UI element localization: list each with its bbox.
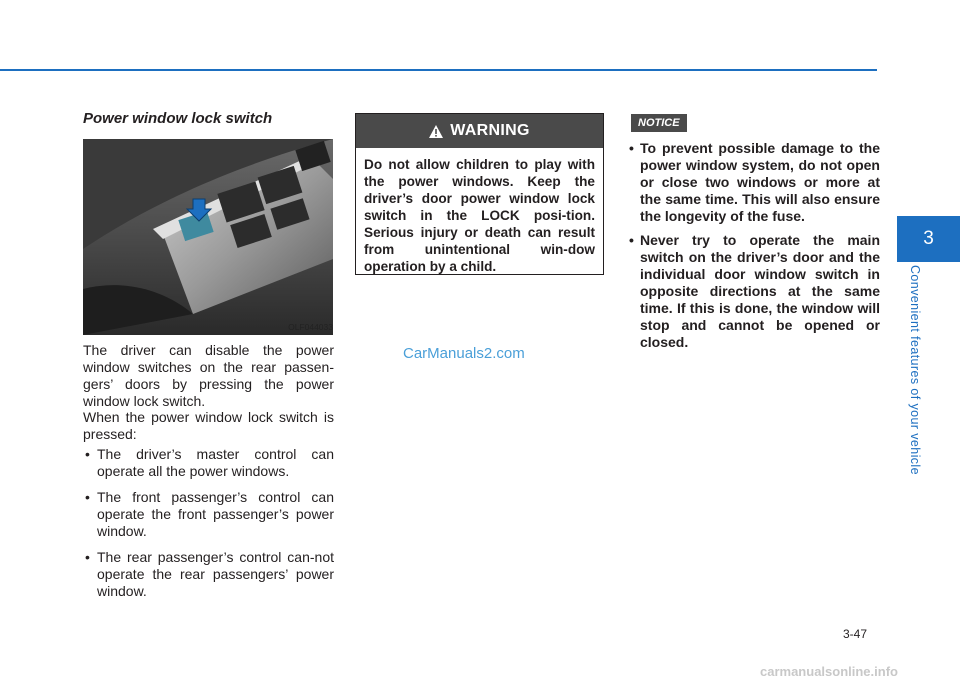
header-rule — [0, 69, 877, 71]
warning-header — [356, 114, 603, 148]
list-item: • The rear passenger’s control can-not operate the rear passengers’ power window. — [83, 549, 334, 600]
body-paragraph: When the power window lock switch is pressed: — [83, 409, 334, 442]
figure-code: OLF044033 — [288, 322, 333, 332]
lock-effects-list — [83, 446, 334, 609]
body-paragraph: The driver can disable the power window switches on the rear passen-gers’ doors by pressing the power window lock switch. — [83, 342, 334, 409]
list-item: • Never try to operate the main switch on the driver’s door and the individual door window switch in opposite directions at the same time. If this is done, the window will stop and cannot be opened or closed. — [628, 232, 880, 351]
chapter-tab: 3 — [897, 216, 960, 262]
list-item: • The front passenger’s control can operate the front passenger’s power window. — [83, 489, 334, 540]
footer-watermark: carmanualsonline.info — [760, 664, 898, 679]
section-title: Power window lock switch — [83, 110, 273, 127]
warning-triangle-icon — [429, 125, 443, 138]
list-item: • The driver’s master control can operate all the power windows. — [83, 446, 334, 480]
watermark: CarManuals2.com — [403, 345, 525, 362]
page-number: 3-47 — [843, 627, 868, 641]
notice-badge: NOTICE — [631, 114, 687, 132]
warning-title: WARNING — [450, 122, 530, 139]
notice-list — [628, 140, 880, 358]
chapter-label: Convenient features of your vehicle — [908, 265, 922, 475]
door-switch-photo — [83, 139, 333, 335]
warning-text: Do not allow children to play with the power windows. Keep the driver’s door power window lock switch in the LOCK posi-tion. Serious injury or death can result from unintentional win-dow operation by a child. — [364, 157, 595, 274]
list-item: • To prevent possible damage to the power window system, do not open or close two windows or more at the same time. This will also ensure the longevity of the fuse. — [628, 140, 880, 225]
warning-box — [355, 113, 604, 275]
